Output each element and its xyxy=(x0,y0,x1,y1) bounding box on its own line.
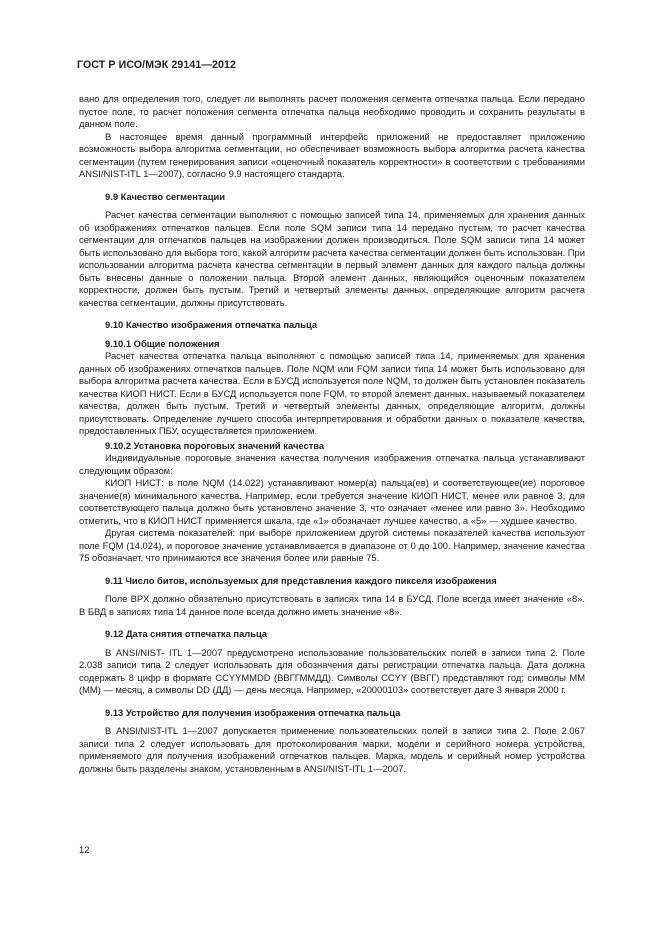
paragraph: В ANSI/NIST-ITL 1—2007 допускается применение пользовательских полей в записи типа 2. Поле 2.067 записи типа 2 следует использовать для протоколирования марки, модели и серийного номера устройства, применяемого для получения изображений отпечатков пальцев. Марка, модель и серийный номер устройства должны быть разделены знаком, установленным в ANSI/NIST-ITL 1—2007. xyxy=(79,725,585,774)
section-heading: 9.13 Устройство для получения изображения отпечатка пальца xyxy=(105,706,401,718)
paragraph: Расчет качества отпечатка пальца выполняют с помощью записей типа 14, применяемых для хранения данных об изображениях отпечатков пальцев. Поле NQM или FQM записи типа 14 может быть использовано для выбора алгоритма расчета качества. Если в БУСД используется поле NQM, то должен быть установлен показатель качества КИОП НИСТ. Если в БУСД используется поле FQM, то второй элемент данных, называемый показателем качества, должен быть пустым. Третий и четвертый элементы данных, определяющие алгоритм, должны присутствовать. Определение лучшего способа интерпретирования и обработки данных о показателе качества, предоставленных ПБУ, осуществляется приложением. xyxy=(79,350,586,436)
paragraph: В настоящее время данный программный интерфейс приложений не предоставляет приложению возможность выбора алгоритма сегментации, но обеспечивает возможность выбора алгоритма расчета качества сегментации (путем генерирования записи «оценочный показатель корректности» в соответствии с требованиями ANSI/NIST-ITL 1—2007), согласно 9.9 настоящего стандарта. xyxy=(79,130,585,179)
paragraph: КИОП НИСТ: в поле NQM (14.022) устанавливают номер(а) пальца(ев) и соответствующее(ие) пороговое значение(я) минимального качества. Например, если требуется значение КИОП НИСТ, менее или равное 3, для соответствующего пальца должно быть установлено значение 3, что означает «менее или равно 3». Необходимо отметить, что в КИОП НИСТ применяется шкала, где «1» обозначает лучшее качество, а «5» — худшее качество. xyxy=(79,477,585,526)
paragraph: В ANSI/NIST- ITL 1—2007 предусмотрено использование пользовательских полей в записи типа 2. Поле 2.038 записи типа 2 следует использовать для обозначения даты регистрации отпечатка пальца. Дата должна содержать 8 цифр в формате CCYYMMDD (ВВГГММДД). Символы CCYY (ВВГГ) представляют год; символы MM (ММ) — месяц, а символы DD (ДД) — день месяца. Например, «20000103» соответствует дате 3 января 2000 г. xyxy=(79,646,585,695)
section-heading: 9.12 Дата снятия отпечатка пальца xyxy=(105,628,268,639)
paragraph: Индивидуальные пороговые значения качества получения изображения отпечатка пальца устанавливают следующим образом: xyxy=(79,452,585,476)
subsection-heading: 9.10.1 Общие положения xyxy=(105,337,220,349)
paragraph: Поле BPX должно обязательно присутствовать в записях типа 14 в БУСД. Поле всегда имеет значение «8». В БВД в записях типа 14 данное поле всегда должно иметь значение «8». xyxy=(79,593,585,617)
page-number: 12 xyxy=(79,844,90,855)
subsection-heading: 9.10.2 Установка пороговых значений качества xyxy=(105,439,325,451)
paragraph: вано для определения того, следует ли выполнять расчет положения сегмента отпечатка пальца. Если передано пустое поле, то расчет положения сегмента отпечатка пальца необходимо проводить и сохранить результаты в данном поле. xyxy=(79,93,585,129)
section-heading: 9.10 Качество изображения отпечатка пальца xyxy=(105,319,318,330)
page-header-title: ГОСТ Р ИСО/МЭК 29141—2012 xyxy=(77,59,236,71)
section-heading: 9.9 Качество сегментации xyxy=(105,190,226,202)
paragraph: Другая система показателей: при выборе приложением другой системы показателей качества используют поле FQM (14.024), и пороговое значение устанавливается в диапазоне от 0 до 100. Например, значение качества 75 обозначает, что принимаются все значения более или равные 75. xyxy=(79,527,585,563)
paragraph: Расчет качества сегментации выполняют с помощью записей типа 14, применяемых для хранения данных об изображениях отпечатков пальцев. Если поле SQM записи типа 14 передано пустым, то расчет качества сегментации для отпечатков пальцев на изображении должен производиться. Поле SQM записи типа 14 может быть использовано для выбора того, какой алгоритм расчета качества сегментации должен быть использован. При использовании алгоритма расчета качества сегментации в первый элемент данных для каждого пальца должны быть внесены данные о положении пальца. Второй элемент данных, являющийся оценочным показателем корректности, должен быть пустым. Третий и четвертый элементы данных, определяющие алгоритм расчета качества сегментации, должны присутствовать. xyxy=(79,209,586,308)
section-heading: 9.11 Число битов, используемых для представления каждого пикселя изображения xyxy=(105,574,497,586)
document-body xyxy=(79,93,585,775)
